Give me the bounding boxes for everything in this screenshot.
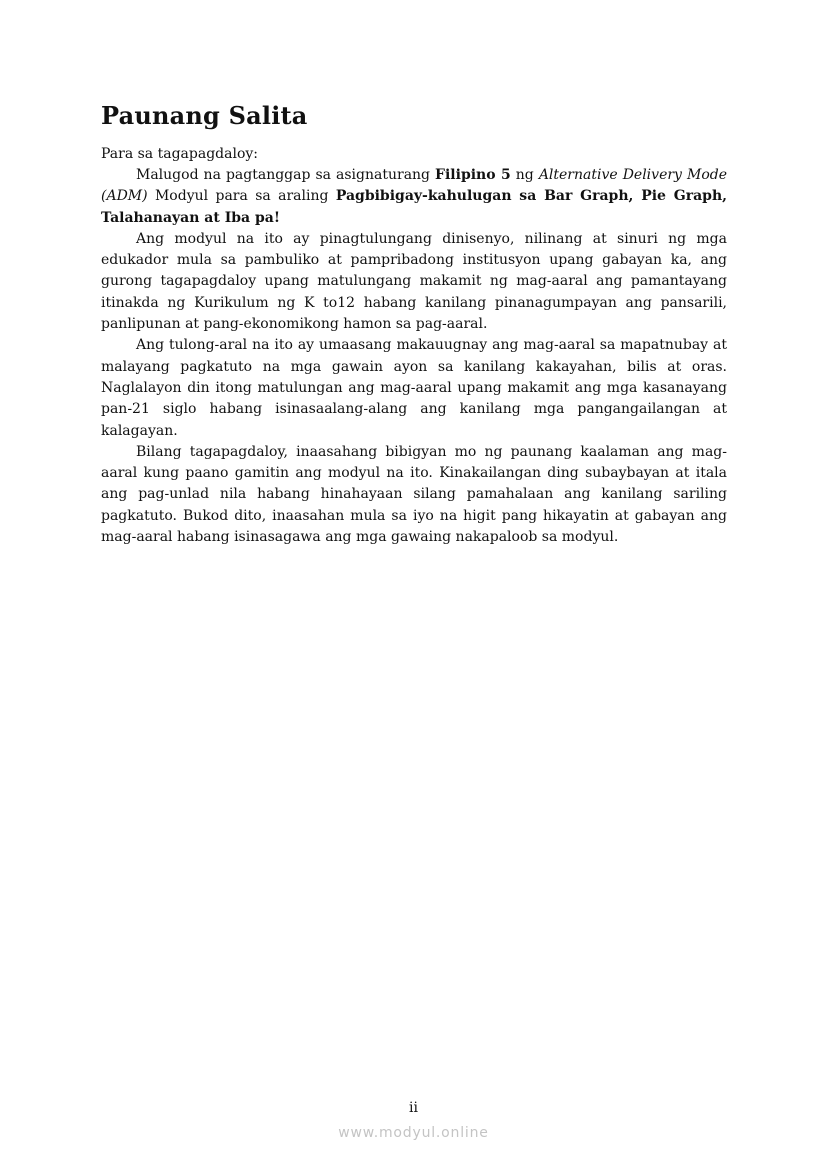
- facilitator-role-paragraph: Bilang tagapagdaloy, inaasahang bibigyan mo ng paunang kaalaman ang mag-aaral kung paano gamitin ang modyul na ito. Kinakailangan ding subaybayan at itala ang pag-unlad nila habang hinahayaan silang pamahalaan ang kanilang sariling pagkatuto. Bukod dito, inaasahan mula sa iyo na higit pang hikayatin at gabayan ang mag-aaral habang isinasagawa ang mga gawaing nakapaloob sa modyul.: [101, 443, 727, 546]
- intro-text-1: Malugod na pagtanggap sa asignaturang: [136, 167, 436, 183]
- watermark: www.modyul.online: [338, 1125, 489, 1141]
- adm-term: Alternative Delivery Mode (ADM): [101, 167, 727, 205]
- intro-text-2: ng: [510, 167, 539, 183]
- page-title: Paunang Salita: [101, 101, 308, 130]
- learning-aid-paragraph: Ang tulong-aral na ito ay umaasang makauugnay ang mag-aaral sa mapatnubay at malayang pagkatuto na mga gawain ayon sa kanilang kakayahan, bilis at oras. Naglalayon din itong matulungan ang mag-aaral upang makamit ang mga kasanayang pan-21 siglo habang isinasaalang-alang ang kanilang mga pangangailangan at kalagayan.: [101, 337, 727, 439]
- lesson-title: Pagbibigay-kahulugan sa Bar Graph, Pie Graph, Talahanayan at Iba pa!: [101, 188, 727, 226]
- intro-paragraph: [101, 165, 727, 229]
- document-page: [101, 100, 727, 548]
- intro-text-3: Modyul para sa araling: [147, 188, 336, 205]
- module-description-paragraph: Ang modyul na ito ay pinagtulungang dinisenyo, nilinang at sinuri ng mga edukador mula sa pambuliko at pampribadong institusyon upang gabayan ka, ang gurong tagapagdaloy upang matulungang makamit ng mag-aaral ang pamantayang itinakda ng Kurikulum ng K to12 habang kanilang pinanagumpayan ang pansarili, panlipunan at pang-ekonomikong hamon sa pag-aaral.: [101, 230, 727, 333]
- page-number: ii: [409, 1100, 418, 1116]
- greeting-line: Para sa tagapagdaloy:: [101, 146, 259, 162]
- subject-name: Filipino 5: [435, 167, 511, 183]
